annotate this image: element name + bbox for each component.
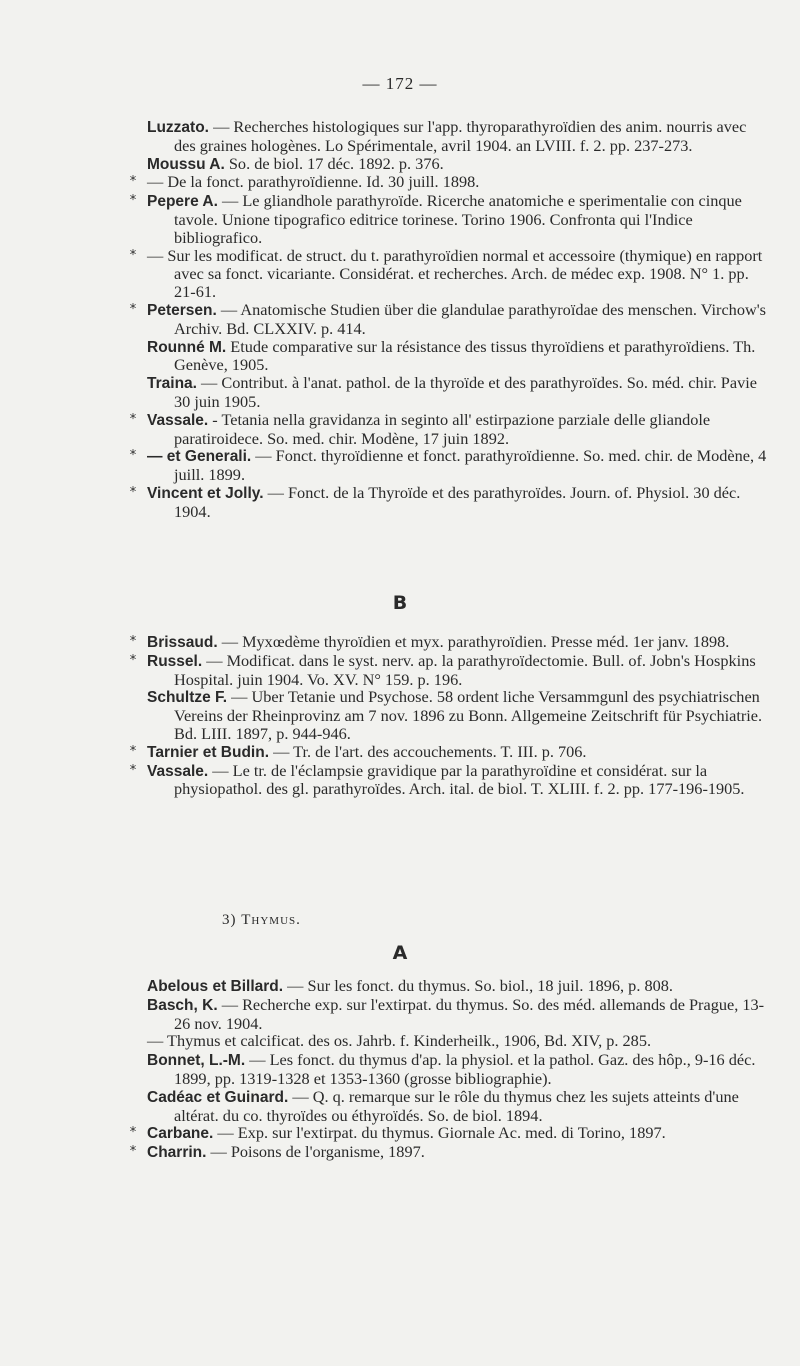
entry-text: — Le tr. de l'éclampsie gravidique par la parathyroïdine et considérat. sur la physiopathol. des gl. parathyroïdes. Arch. ital. de biol. T. XLIII. f. 2. pp. 177-196-1905. [174, 760, 745, 799]
bibliography-entry [147, 996, 772, 1033]
entry-text: So. de biol. 17 déc. 1892. p. 376. [224, 153, 444, 173]
entry-mark: * [129, 1125, 137, 1141]
bibliography-entry [147, 374, 772, 411]
entry-text: — Myxœdème thyroïdien et myx. parathyroïdien. Presse méd. 1er janv. 1898. [217, 632, 730, 651]
bibliography-entry [129, 245, 772, 302]
entry-author: Charrin. [147, 1144, 207, 1162]
entry-text: — Sur les fonct. du thymus. So. biol., 18 juil. 1896, p. 808. [283, 976, 673, 995]
entry-mark: * [129, 448, 137, 464]
bibliography-entry [129, 760, 772, 799]
bibliography-entry [129, 299, 772, 338]
bibliography-entry [129, 172, 772, 192]
section-heading-thymus [222, 912, 301, 929]
entry-mark: * [129, 301, 137, 317]
entry-mark: * [129, 652, 137, 668]
bibliography-entry [147, 338, 772, 375]
entry-text: — Contribut. à l'anat. pathol. de la thyroïde et des parathyroïdes. So. méd. chir. Pavie 30 juin 1905. [174, 373, 757, 411]
bibliography-parathyroid-list [129, 117, 772, 521]
bibliography-entry [129, 446, 772, 485]
entry-author: Russel. [147, 652, 203, 670]
entry-text: — Recherche exp. sur l'extirpat. du thymus. So. des méd. allemands de Prague, 13-26 nov. 1904. [174, 994, 765, 1033]
bibliography-entry [129, 741, 772, 762]
entry-text: — Q. q. remarque sur le rôle du thymus chez les sujets atteints d'une altérat. du co. thyroïdes ou éthyroïdés. So. de biol. 1894. [174, 1086, 739, 1125]
entry-text: — De la fonct. parathyroïdienne. Id. 30 juill. 1898. [147, 172, 480, 192]
bibliography-entry [147, 1032, 772, 1051]
bibliography-entry [147, 688, 772, 742]
bibliography-entry [129, 482, 772, 521]
entry-author: Petersen. [147, 301, 217, 319]
entry-mark: * [129, 174, 137, 190]
entry-text: — Uber Tetanie und Psychose. 58 ordent liche Versammgunl des psychiatrischen Vereins der Rheinprovinz am 7 nov. 1896 zu Bonn. Allgemeine Zeitschrift für Psychiatrie. Bd. LIII. 1897, p. 944-946. [174, 687, 763, 743]
entry-text: - Tetania nella gravidanza in seginto all' estirpazione parziale delle gliandole paratiroidece. So. med. chir. Modène, 17 juin 1892. [174, 409, 711, 448]
bibliography-entry [129, 409, 772, 448]
bibliography-entry [147, 155, 772, 174]
entry-text: Etude comparative sur la résistance des tissus thyroïdiens et parathyroïdiens. Th. Genève, 1905. [174, 336, 756, 375]
entry-text: — Fonct. de la Thyroïde et des parathyroïdes. Journ. of. Physiol. 30 déc. 1904. [174, 482, 741, 521]
entry-text: — Modificat. dans le syst. nerv. ap. la parathyroïdectomie. Bull. of. Jobn's Hospkins Hospital. juin 1904. Vo. XV. N° 159. p. 196. [174, 650, 756, 689]
bibliography-entry [129, 650, 772, 689]
bibliography-entry [129, 632, 772, 652]
entry-text: — Exp. sur l'extirpat. du thymus. Giornale Ac. med. di Torino, 1897. [213, 1123, 666, 1143]
entry-author: — et Generali. [147, 448, 252, 466]
entry-mark: * [129, 411, 137, 427]
entry-text: — Anatomische Studien über die glandulae parathyroïdae des menschen. Virchow's Archiv. Bd. CLXXIV. p. 414. [174, 299, 766, 338]
bibliography-b-list [129, 632, 772, 799]
entry-text: — Les fonct. du thymus d'ap. la physiol. et la pathol. Gaz. des hôp., 9-16 déc. 1899, pp. 1319-1328 et 1353-1360 (grosse bibliographie). [174, 1050, 756, 1088]
section-letter-a: A [392, 942, 408, 964]
entry-text: — Le gliandhole parathyroïde. Ricerche anatomiche e sperimentalie con cinque tavole. Unione tipografico editrice torinese. Torino 1906. Confronta qui l'Indice bibliografico. [174, 191, 742, 247]
entry-author: Traina. [147, 375, 197, 393]
entry-text: — Fonct. thyroïdienne et fonct. parathyroïdienne. So. med. chir. de Modène, 4 juill. 1899. [174, 446, 767, 485]
section-number: 3) [222, 912, 237, 928]
bibliography-entry [147, 118, 772, 155]
entry-text: — Poisons de l'organisme, 1897. [206, 1142, 425, 1162]
entry-author: Moussu A. [147, 155, 225, 173]
entry-author: Tarnier et Budin. [147, 743, 270, 761]
entry-author: Schultze F. [147, 689, 228, 707]
entry-author: Vincent et Jolly. [147, 484, 264, 502]
bibliography-thymus-list [129, 976, 772, 1162]
page-number: — 172 — [362, 74, 438, 93]
entry-mark: * [129, 247, 137, 263]
entry-author: Vassale. [147, 411, 209, 429]
entry-text: — Recherches histologiques sur l'app. thyroparathyroïdien des anim. nourris avec des graines hologènes. Lo Spérimentale, avril 1904. an LVIII. f. 2. pp. 237-273. [174, 117, 747, 155]
bibliography-entry [129, 191, 772, 247]
entry-author: Brissaud. [147, 634, 218, 651]
entry-mark: * [129, 634, 137, 649]
entry-text: — Sur les modificat. de struct. du t. parathyroïdien normal et accessoire (thymique) en rapport avec sa fonct. vicariante. Considérat. et recherches. Arch. de médec exp. 1908. N° 1. pp. 21-61. [147, 245, 763, 302]
bibliography-entry [129, 1142, 772, 1162]
entry-mark: * [129, 762, 137, 778]
entry-author: Vassale. [147, 762, 209, 780]
entry-author: Cadéac et Guinard. [147, 1088, 289, 1106]
entry-author: Abelous et Billard. [147, 978, 284, 995]
entry-mark: * [129, 484, 137, 500]
section-letter-b: B [392, 592, 408, 614]
entry-author: Rounné M. [147, 338, 227, 356]
section-title: Thymus. [241, 912, 301, 928]
entry-author: Luzzato. [147, 119, 209, 136]
entry-mark: * [129, 1144, 137, 1160]
bibliography-entry [147, 1088, 772, 1125]
bibliography-entry [129, 1123, 772, 1143]
entry-author: Pepere A. [147, 193, 218, 211]
entry-author: Carbane. [147, 1125, 214, 1143]
entry-text: — Tr. de l'art. des accouchements. T. III. p. 706. [269, 741, 587, 761]
entry-author: Basch, K. [147, 996, 218, 1014]
entry-author: Bonnet, L.-M. [147, 1052, 246, 1070]
entry-mark: * [129, 193, 137, 209]
entry-text: — Thymus et calcificat. des os. Jahrb. f. Kinderheilk., 1906, Bd. XIV, p. 285. [147, 1031, 652, 1051]
bibliography-entry [147, 977, 772, 996]
entry-mark: * [129, 743, 137, 759]
bibliography-entry [147, 1051, 772, 1088]
